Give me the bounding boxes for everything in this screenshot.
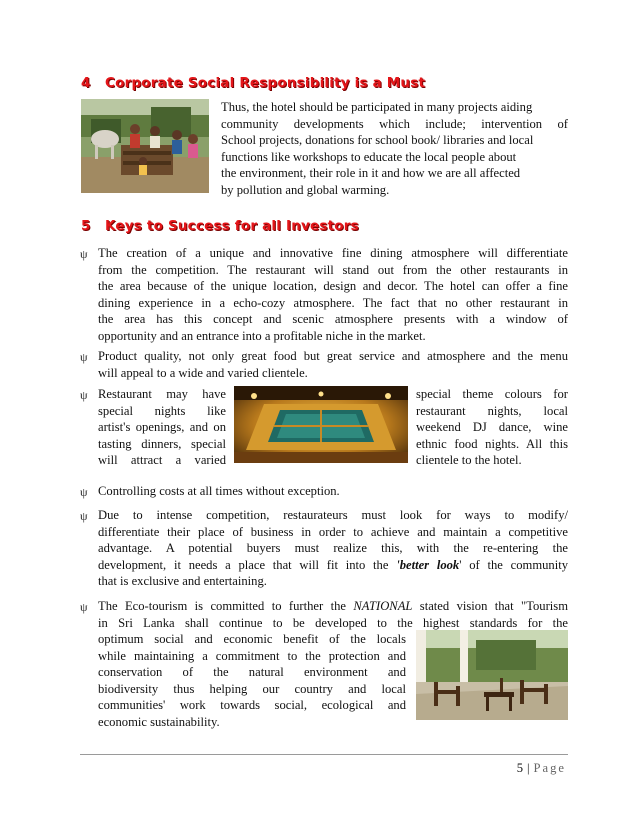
text-line: while maintaining a commitment to the protection and	[98, 648, 406, 663]
text-line	[98, 598, 568, 615]
section-5-heading	[81, 218, 359, 234]
page-label: Page	[533, 761, 566, 775]
text-line: functions like workshops to educate the local people about	[221, 149, 517, 164]
bullet-1-text	[98, 245, 568, 345]
emphasis-national: NATIONAL	[353, 599, 413, 613]
text-line: Restaurant may have	[98, 387, 226, 401]
section-4-paragraph	[221, 99, 568, 199]
emphasis-better-look: 'better look	[396, 557, 460, 572]
text-line: Controlling costs at all times without exception.	[98, 484, 340, 498]
text-line: Product quality, not only great food but great service and atmosphere and the menu	[98, 349, 568, 363]
text-line: from the competition. The restaurant will stand out from the other restaurants in	[98, 262, 568, 277]
section-title: Keys to Success for all Investors	[105, 218, 359, 234]
bullet-icon: ψ	[80, 388, 88, 402]
page-footer	[517, 761, 566, 776]
bullet-3-right-text	[416, 386, 568, 469]
text-line: weekend DJ dance, wine	[416, 420, 568, 435]
text-line: the area because of the unique location, design and decor. The hotel can offer a fine	[98, 279, 568, 294]
text-run: ' of the community	[459, 557, 569, 572]
bullet-icon: ψ	[80, 600, 88, 614]
bullet-3-left-text	[98, 386, 226, 469]
footer-separator: |	[526, 761, 530, 775]
text-line	[98, 557, 568, 574]
text-line: will attract a varied	[98, 453, 226, 468]
community-photo	[81, 99, 209, 193]
text-run: development, it needs a place that will fit into the	[98, 557, 397, 572]
text-line: community developments which include; intervention of	[221, 116, 568, 131]
text-line: opportunity and an entrance into a profitable niche in the market.	[98, 328, 426, 343]
text-line: differentiate their place of business in order to achieve and maintain a competitive	[98, 524, 568, 539]
pool-photo	[234, 386, 408, 463]
text-line: special theme colours for	[416, 387, 568, 401]
text-line: School projects, donations for school book/ libraries and local	[221, 133, 534, 148]
text-line: ethnic food nights. All this	[416, 436, 568, 451]
text-line: that is exclusive and entertaining.	[98, 574, 267, 589]
text-line: in Sri Lanka shall continue to be developed to the highest standards for the	[98, 615, 568, 630]
section-4-heading	[81, 75, 425, 91]
text-line: optimum social and economic benefit of the locals	[98, 632, 406, 646]
text-line: artist's openings, and on	[98, 420, 226, 435]
text-line: the environment, their role in it and how we are all affected	[221, 166, 521, 181]
text-line: advantage. A potential buyers must realize this, with the re-entering the	[98, 541, 568, 556]
bullet-5-text	[98, 507, 568, 590]
text-line: restaurant nights, local	[416, 403, 568, 418]
bullet-6-text-top	[98, 598, 568, 631]
veranda-chairs-photo	[416, 630, 568, 720]
text-line: by pollution and global warming.	[221, 182, 390, 197]
footer-divider	[80, 754, 568, 755]
bullet-icon: ψ	[80, 485, 88, 499]
text-line: economic sustainability.	[98, 714, 220, 729]
text-line: dining experience in a echo-cozy atmosphere. The fact that no other restaurant in	[98, 295, 568, 310]
text-line: communities' work towards social, ecological and	[98, 698, 406, 713]
text-run: The Eco-tourism is committed to further the	[98, 599, 354, 613]
bullet-2-text	[98, 348, 568, 381]
text-line: The creation of a unique and innovative fine dining atmosphere will differentiate	[98, 246, 568, 260]
text-line: special nights like	[98, 403, 226, 418]
bullet-icon: ψ	[80, 350, 88, 364]
bullet-icon: ψ	[80, 247, 88, 261]
text-line: tasting dinners, special	[98, 436, 226, 451]
text-line: biodiversity thus helping our country and local	[98, 681, 406, 696]
section-number: 4	[81, 75, 91, 91]
text-line: the area has this concept and scenic atmosphere presents with a window of	[98, 312, 568, 327]
text-line: Thus, the hotel should be participated in many projects aiding	[221, 100, 533, 114]
text-line: will appeal to a wide and varied clientele.	[98, 365, 308, 380]
bullet-icon: ψ	[80, 509, 88, 523]
bullet-6-text-rest	[98, 631, 406, 731]
text-run: stated vision that "Tourism	[412, 599, 568, 613]
section-title: Corporate Social Responsibility is a Must	[105, 75, 426, 91]
page-number: 5	[516, 761, 523, 775]
text-line: conservation of the natural environment and	[98, 665, 406, 680]
bullet-4-text	[98, 483, 568, 500]
text-line: clientele to the hotel.	[416, 453, 522, 468]
section-number: 5	[81, 218, 91, 234]
text-line: Due to intense competition, restaurateurs must look for ways to modify/	[98, 508, 568, 522]
